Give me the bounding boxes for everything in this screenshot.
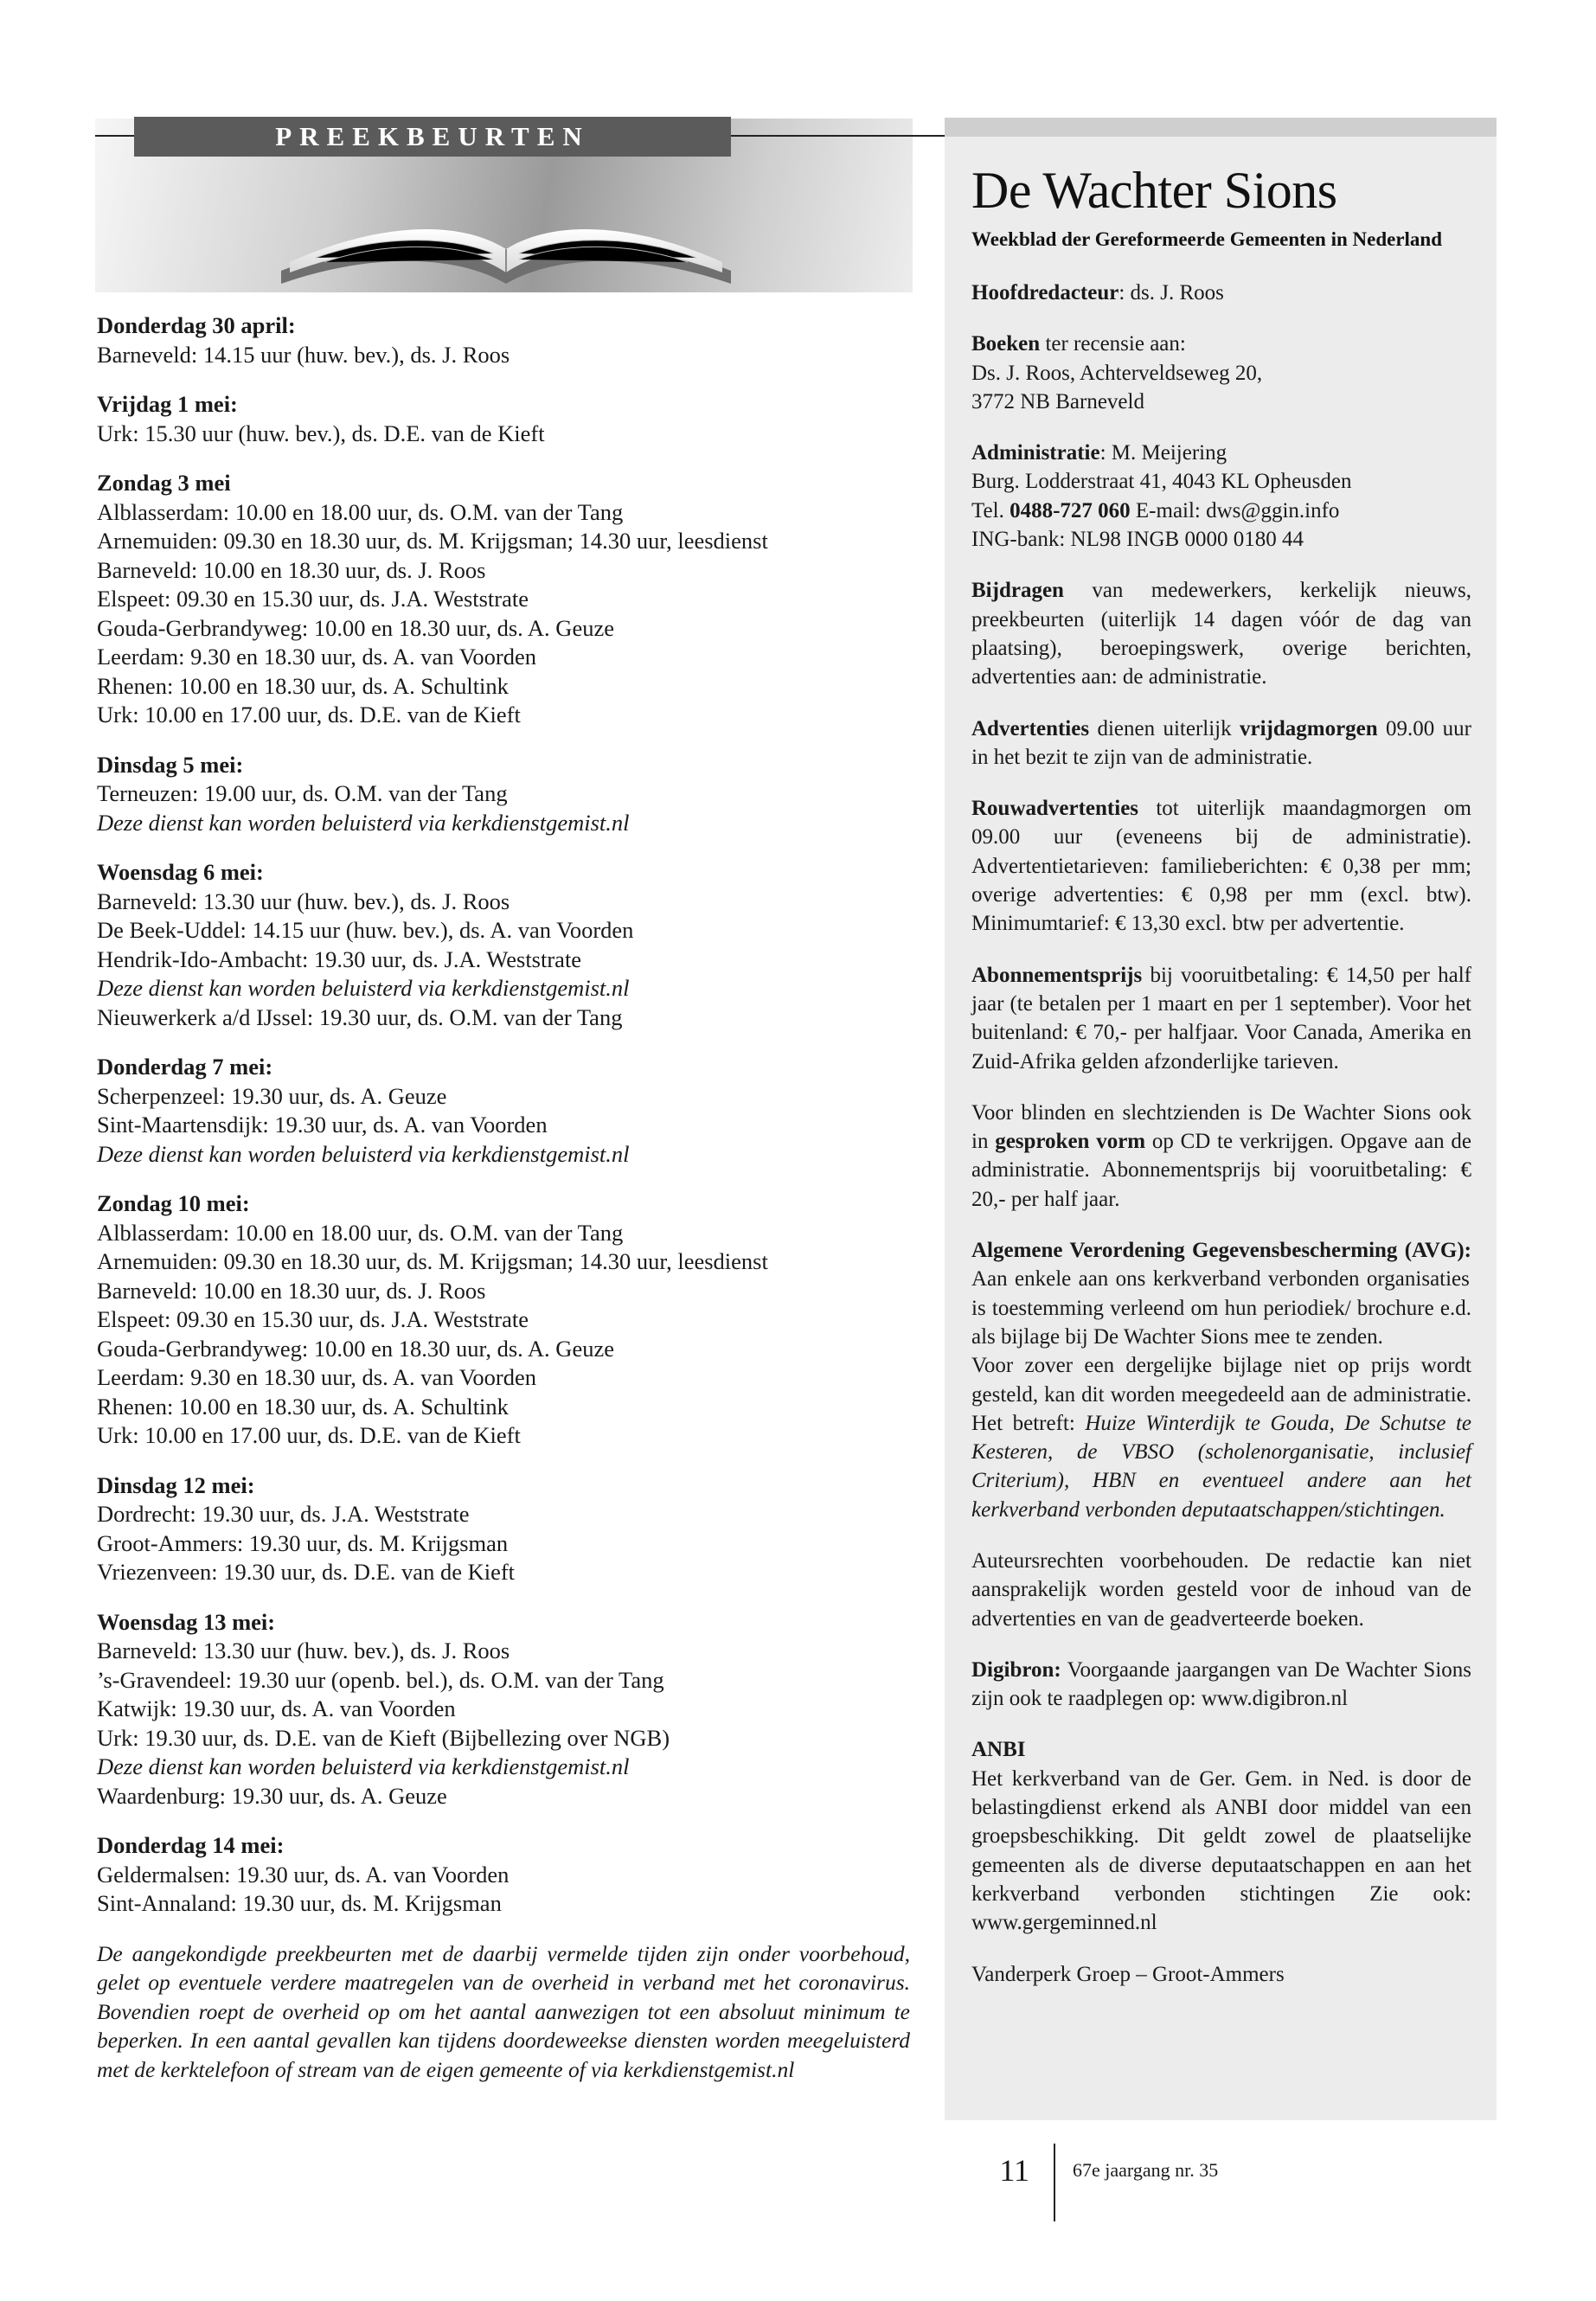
service-line: Rhenen: 10.00 en 18.30 uur, ds. A. Schultink	[97, 672, 509, 699]
anbi-paragraph: ANBI Het kerkverband van de Ger. Gem. in Ned. is door de belastingdienst erkend als ANBI door middel van een groepsbeschikking. Dit geldt zowel de plaatselijke gemeenten als de diverse deputaatschappen en aan het kerkverband verbonden stichtingen Zie ook: www.gergeminned.nl	[971, 1738, 1471, 1935]
service-line: Leerdam: 9.30 en 18.30 uur, ds. A. van Voorden	[97, 644, 537, 670]
service-day	[97, 1189, 910, 1451]
mourning-ads-paragraph: Rouwadvertenties tot uiterlijk maandagmorgen om 09.00 uur (eveneens bij de administratie). Advertentietarieven: familieberichten: € 0,38 per mm; overige advertenties: € 0,98 per mm (excl. btw). Minimumtarief: € 13,30 excl. btw per advertentie.	[971, 797, 1471, 936]
service-day-title: Donderdag 14 mei:	[97, 1832, 285, 1858]
services-list	[97, 311, 910, 2084]
service-day-title: Donderdag 30 april:	[97, 312, 296, 338]
service-day-title: Dinsdag 12 mei:	[97, 1471, 255, 1498]
service-line: Barneveld: 13.30 uur (huw. bev.), ds. J. Roos	[97, 1638, 510, 1663]
subscription-paragraph: Abonnementsprijs bij vooruitbetaling: € 14,50 per half jaar (te betalen per 1 maart en per 1 september). Voor het buitenland: € 70,- per halfjaar. Voor Canada, Amerika en Zuid-Afrika gelden afzonderlijke tarieven.	[971, 963, 1471, 1074]
service-line: Gouda-Gerbrandyweg: 10.00 en 18.30 uur, ds. A. Geuze	[97, 614, 614, 641]
service-line: Gouda-Gerbrandyweg: 10.00 en 18.30 uur, ds. A. Geuze	[97, 1335, 614, 1362]
service-line: Sint-Maartensdijk: 19.30 uur, ds. A. van Voorden	[97, 1112, 548, 1138]
service-line: ’s-Gravendeel: 19.30 uur (openb. bel.), ds. O.M. van der Tang	[97, 1666, 664, 1693]
service-line: Urk: 10.00 en 17.00 uur, ds. D.E. van de Kieft	[97, 1422, 521, 1448]
service-day	[97, 1053, 910, 1169]
service-line: Barneveld: 10.00 en 18.30 uur, ds. J. Roos	[97, 556, 486, 583]
service-broadcast-note: Deze dienst kan worden beluisterd via kerkdienstgemist.nl	[97, 1753, 630, 1779]
service-line: Groot-Ammers: 19.30 uur, ds. M. Krijgsman	[97, 1529, 509, 1556]
page-number: 11	[999, 2153, 1029, 2188]
service-line: Arnemuiden: 09.30 en 18.30 uur, ds. M. Krijgsman; 14.30 uur, leesdienst	[97, 1248, 768, 1274]
service-line: Sint-Annaland: 19.30 uur, ds. M. Krijgsman	[97, 1890, 502, 1916]
service-broadcast-note: Deze dienst kan worden beluisterd via kerkdienstgemist.nl	[97, 809, 630, 836]
advertisements-paragraph: Advertenties dienen uiterlijk vrijdagmorgen 09.00 uur in het bezit te zijn van de administratie.	[971, 716, 1472, 769]
service-day-title: Woensdag 13 mei:	[97, 1608, 276, 1635]
service-line: Hendrik-Ido-Ambacht: 19.30 uur, ds. J.A. Weststrate	[97, 945, 582, 972]
phone-number: 0488-727 060	[1010, 498, 1131, 522]
service-line: Urk: 10.00 en 17.00 uur, ds. D.E. van de Kieft	[97, 702, 521, 727]
service-line: Nieuwerkerk a/d IJssel: 19.30 uur, ds. O.M. van der Tang	[97, 1003, 623, 1030]
service-broadcast-note: Deze dienst kan worden beluisterd via kerkdienstgemist.nl	[97, 975, 630, 1001]
service-line: Waardenburg: 19.30 uur, ds. A. Geuze	[97, 1782, 447, 1809]
service-day	[97, 751, 910, 838]
open-bible-image	[264, 176, 748, 292]
printer-line: Vanderperk Groep – Groot-Ammers	[971, 1962, 1285, 1986]
service-line: Elspeet: 09.30 en 15.30 uur, ds. J.A. Weststrate	[97, 1306, 529, 1332]
colophon-body	[971, 279, 1471, 2011]
service-day	[97, 1471, 910, 1587]
magazine-title: De Wachter Sions	[971, 162, 1337, 219]
service-line: Barneveld: 14.15 uur (huw. bev.), ds. J. Roos	[97, 341, 510, 368]
section-title: PREEKBEURTEN	[275, 121, 590, 151]
colophon-top-bar	[945, 118, 1497, 137]
service-line: Arnemuiden: 09.30 en 18.30 uur, ds. M. Krijgsman; 14.30 uur, leesdienst	[97, 528, 768, 554]
issue-info: 67e jaargang nr. 35	[1073, 2159, 1219, 2181]
blind-paragraph: Voor blinden en slechtzienden is De Wachter Sions ook in gesproken vorm op CD te verkrijgen. Opgave aan de administratie. Abonnementsprijs bij vooruitbetaling: € 20,- per half jaar.	[971, 1100, 1472, 1211]
digibron-paragraph: Digibron: Voorgaande jaargangen van De Wachter Sions zijn ook te raadplegen op: www.digibron.nl	[971, 1657, 1471, 1711]
bank-account: ING-bank: NL98 INGB 0000 0180 44	[971, 528, 1304, 552]
editor-paragraph: Hoofdredacteur: ds. J. Roos	[971, 281, 1224, 304]
service-day	[97, 858, 910, 1032]
service-day	[97, 469, 910, 730]
avg-paragraph: Algemene Verordening Gegevensbescherming (AVG): Aan enkele aan ons kerkverband verbonden organisaties is toestemming verleend om hun periodiek/ brochure e.d. als bijlage bij De Wachter Sions mee te zenden. Voor zover een dergelijke bijlage niet op prijs wordt gesteld, kan dit worden meegedeeld aan de administratie. Het betreft: Huize Winterdijk te Gouda, De Schutse te Kesteren, de VBSO (scholenorganisatie, inclusief Criterium), HBN en eventueel andere aan het kerkverband verbonden deputaatschappen/stichtingen.	[971, 1239, 1471, 1522]
email-address: E-mail: dws@ggin.info	[1130, 498, 1340, 522]
contributions-paragraph: Bijdragen van medewerkers, kerkelijk nieuws, preekbeurten (uiterlijk 14 dagen vóór de dag van plaatsing), beroepingswerk, overige berichten, advertenties aan: de administratie.	[971, 579, 1471, 689]
magazine-subtitle: Weekblad der Gereformeerde Gemeenten in Nederland	[971, 228, 1443, 250]
administration-paragraph: Administratie: M. Meijering Burg. Lodderstraat 41, 4043 KL Opheusden Tel. 0488-727 060 E-mail: dws@ggin.info ING-bank: NL98 INGB 0000 0180 44	[971, 441, 1352, 552]
service-day	[97, 1608, 910, 1811]
service-line: Scherpenzeel: 19.30 uur, ds. A. Geuze	[97, 1082, 447, 1109]
service-line: Barneveld: 10.00 en 18.30 uur, ds. J. Roos	[97, 1277, 486, 1304]
service-line: Urk: 15.30 uur (huw. bev.), ds. D.E. van de Kieft	[97, 420, 545, 446]
service-line: De Beek-Uddel: 14.15 uur (huw. bev.), ds. A. van Voorden	[97, 917, 634, 943]
service-day-title: Zondag 3 mei	[97, 470, 231, 496]
service-day	[97, 390, 910, 448]
service-line: Barneveld: 13.30 uur (huw. bev.), ds. J. Roos	[97, 888, 510, 914]
service-line: Dordrecht: 19.30 uur, ds. J.A. Weststrate	[97, 1501, 470, 1527]
service-line: Elspeet: 09.30 en 15.30 uur, ds. J.A. Weststrate	[97, 586, 529, 612]
books-paragraph: Boeken ter recensie aan: Ds. J. Roos, Achterveldseweg 20, 3772 NB Barneveld	[971, 332, 1263, 413]
service-line: Alblasserdam: 10.00 en 18.00 uur, ds. O.M. van der Tang	[97, 1219, 624, 1246]
service-line: Rhenen: 10.00 en 18.30 uur, ds. A. Schultink	[97, 1393, 509, 1420]
services-footnote: De aangekondigde preekbeurten met de daarbij vermelde tijden zijn onder voorbehoud, gelet op eventuele verdere maatregelen van de overheid in verband met het coronavirus. Bovendien roept de overheid op om het aantal aanwezigen tot een absoluut minimum te beperken. In een aantal gevallen kan tijdens doordeweekse diensten worden meegeluisterd met de kerktelefoon of stream van de eigen gemeente of via kerkdienstgemist.nl	[97, 1940, 910, 2082]
service-line: Geldermalsen: 19.30 uur, ds. A. van Voorden	[97, 1861, 510, 1888]
section-title-box	[134, 117, 731, 157]
service-day-title: Vrijdag 1 mei:	[97, 391, 238, 417]
service-line: Terneuzen: 19.00 uur, ds. O.M. van der Tang	[97, 780, 508, 806]
service-day-title: Dinsdag 5 mei:	[97, 751, 244, 778]
service-day	[97, 311, 910, 369]
service-line: Urk: 19.30 uur, ds. D.E. van de Kieft (Bijbellezing over NGB)	[97, 1724, 670, 1751]
service-line: Vriezenveen: 19.30 uur, ds. D.E. van de Kieft	[97, 1559, 516, 1585]
service-broadcast-note: Deze dienst kan worden beluisterd via kerkdienstgemist.nl	[97, 1140, 630, 1167]
footer-divider	[1054, 2144, 1055, 2221]
service-line: Leerdam: 9.30 en 18.30 uur, ds. A. van Voorden	[97, 1364, 537, 1390]
service-day	[97, 1831, 910, 1919]
colophon-panel	[945, 118, 1497, 2120]
service-day-title: Donderdag 7 mei:	[97, 1054, 273, 1080]
service-day-title: Zondag 10 mei:	[97, 1190, 250, 1216]
service-day-title: Woensdag 6 mei:	[97, 859, 264, 885]
service-line: Katwijk: 19.30 uur, ds. A. van Voorden	[97, 1695, 456, 1721]
copyright-paragraph: Auteursrechten voorbehouden. De redactie kan niet aansprakelijk worden gesteld voor de inhoud van de advertenties en van de geadverteerde boeken.	[971, 1548, 1471, 1631]
service-line: Alblasserdam: 10.00 en 18.00 uur, ds. O.M. van der Tang	[97, 498, 624, 525]
